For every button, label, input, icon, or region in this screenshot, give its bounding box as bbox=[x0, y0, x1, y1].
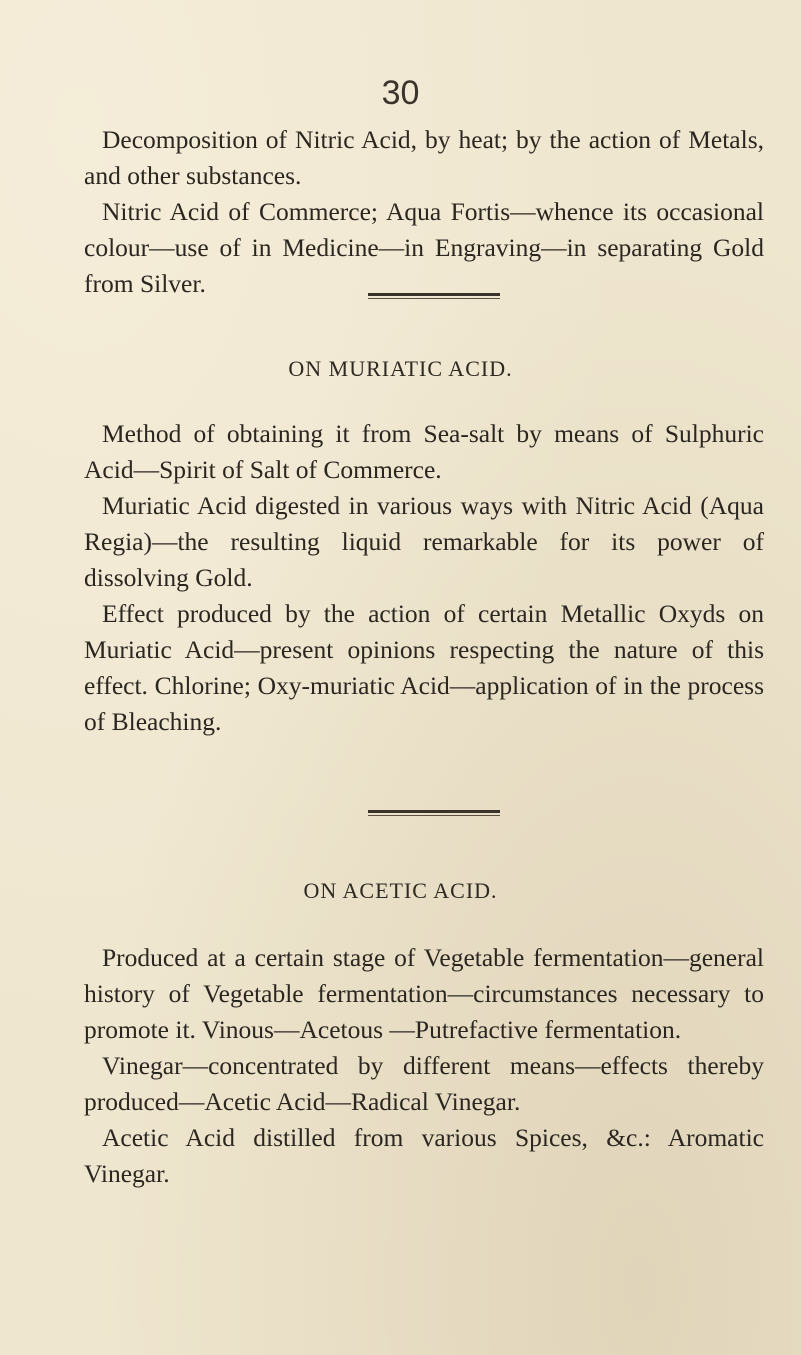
paragraph: Effect produced by the action of certain Metallic Oxyds on Muriatic Acid—present opinions respecting the nature of this effect. Chlorine; Oxy-muriatic Acid—application of in the process of Bleaching. bbox=[84, 599, 764, 736]
divider-thin-line bbox=[368, 815, 500, 816]
section-divider bbox=[368, 293, 500, 300]
paragraph: Method of obtaining it from Sea-salt by means of Sulphuric Acid—Spirit of Salt of Commerce. bbox=[84, 419, 764, 484]
paragraph: Decomposition of Nitric Acid, by heat; by the action of Metals, and other substances. bbox=[84, 125, 764, 190]
page-number: 30 bbox=[381, 74, 420, 112]
muriatic-acid-section bbox=[84, 416, 764, 740]
paragraph: Nitric Acid of Commerce; Aqua Fortis—whence its occasional colour—use of in Medicine—in Engraving—in separating Gold from Silver. bbox=[84, 197, 764, 298]
paragraph: Acetic Acid distilled from various Spices, &c.: Aromatic Vinegar. bbox=[84, 1123, 764, 1188]
section-divider bbox=[368, 810, 500, 817]
section-heading-acetic: ON ACETIC ACID. bbox=[303, 878, 498, 903]
acetic-acid-section bbox=[84, 940, 764, 1192]
nitric-acid-section bbox=[84, 122, 764, 302]
paragraph: Muriatic Acid digested in various ways with Nitric Acid (Aqua Regia)—the resulting liquid remarkable for its power of dissolving Gold. bbox=[84, 491, 764, 592]
section-heading-muriatic: ON MURIATIC ACID. bbox=[288, 356, 513, 381]
paragraph: Vinegar—concentrated by different means—effects thereby produced—Acetic Acid—Radical Vinegar. bbox=[84, 1051, 764, 1116]
divider-thick-line bbox=[368, 810, 500, 813]
divider-thin-line bbox=[368, 298, 500, 299]
divider-thick-line bbox=[368, 293, 500, 296]
paragraph: Produced at a certain stage of Vegetable fermentation—general history of Vegetable fermentation—circumstances necessary to promote it. Vinous—Acetous —Putrefactive fermentation. bbox=[84, 943, 764, 1044]
